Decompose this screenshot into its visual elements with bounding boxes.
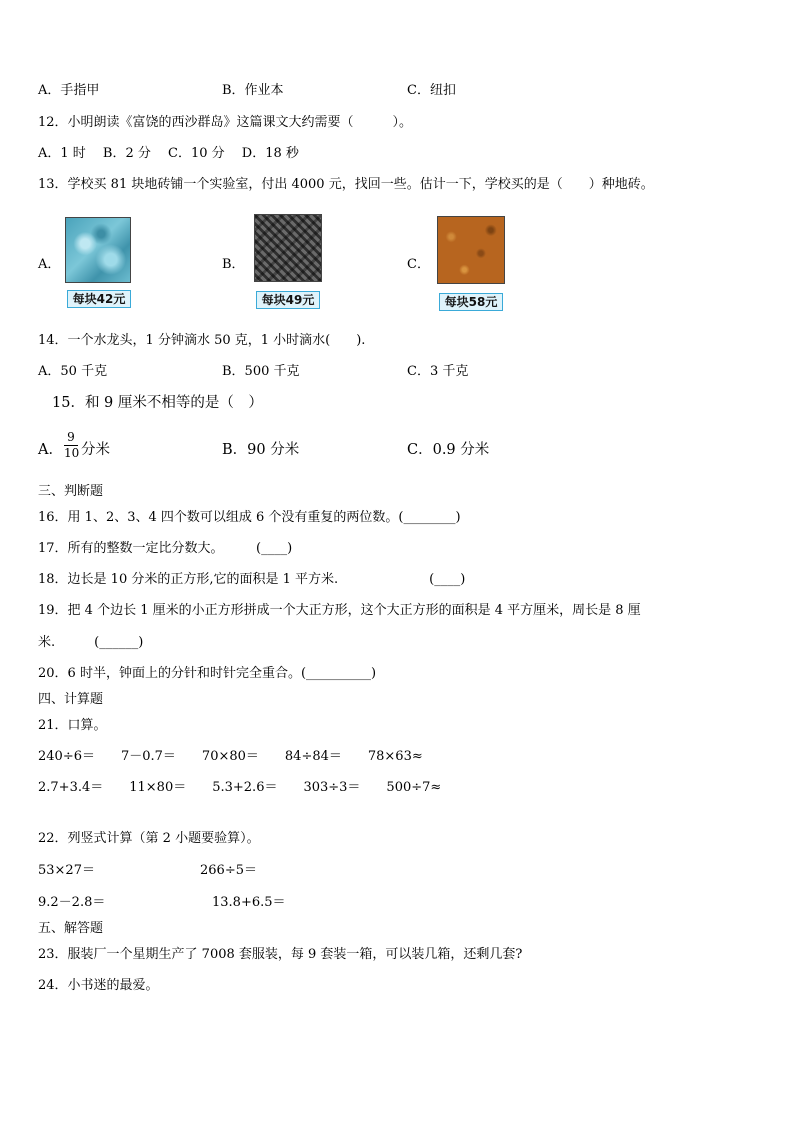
q17-text: 17．所有的整数一定比分数大。 (____) <box>38 541 293 556</box>
q15-option-a-unit: 分米 <box>81 442 110 458</box>
q13-stem: 13．学校买 81 块地砖铺一个实验室，付出 4000 元，找回一些。估计一下，学校买的是（ ）种地砖。 <box>38 177 654 192</box>
q13-option-b-label: B． <box>222 257 245 272</box>
q14-option-a: A．50 千克 <box>38 364 108 379</box>
q13-option-a-label: A． <box>38 257 61 272</box>
q22-stem: 22．列竖式计算（第 2 小题要验算）。 <box>38 831 260 846</box>
q16-text: 16．用 1、2、3、4 四个数可以组成 6 个没有重复的两位数。(________) <box>38 510 461 525</box>
q14-stem: 14．一个水龙头，1 分钟滴水 50 克，1 小时滴水( ). <box>38 333 366 348</box>
tile-c-image <box>437 216 505 284</box>
q20-text: 20．6 时半，钟面上的分针和时针完全重合。(__________) <box>38 666 377 681</box>
q11-option-a: A．手指甲 <box>38 83 100 98</box>
section-3-heading: 三、判断题 <box>38 484 104 499</box>
q24-text: 24．小书迷的最爱。 <box>38 978 159 993</box>
q22-expr-1: 53×27＝ <box>38 863 95 878</box>
q15-option-c: C．0.9 分米 <box>407 442 490 458</box>
q12-options: A．1 时 B．2 分 C．10 分 D．18 秒 <box>38 146 299 161</box>
q22-expr-3: 9.2－2.8＝ <box>38 895 106 910</box>
q19-text-line1: 19．把 4 个边长 1 厘米的小正方形拼成一个大正方形，这个大正方形的面积是 4 平方厘米，周长是 8 厘 <box>38 603 641 618</box>
section-5-heading: 五、解答题 <box>38 921 104 936</box>
q22-expr-4: 13.8+6.5＝ <box>212 895 286 910</box>
q15-option-b: B．90 分米 <box>222 442 300 458</box>
tile-c-price-label: 每块58元 <box>439 293 503 311</box>
q21-row-2: 2.7+3.4＝ 11×80＝ 5.3+2.6＝ 303÷3＝ 500÷7≈ <box>38 780 442 795</box>
q11-option-b: B．作业本 <box>222 83 284 98</box>
q23-text: 23．服装厂一个星期生产了 7008 套服装，每 9 套装一箱，可以装几箱，还剩几套? <box>38 947 523 962</box>
q13-option-c-label: C． <box>407 257 430 272</box>
q18-text: 18．边长是 10 分米的正方形,它的面积是 1 平方米. (____) <box>38 572 466 587</box>
fraction-numerator: 9 <box>67 430 75 444</box>
q15-option-a-fraction <box>64 431 78 460</box>
fraction-denominator: 10 <box>64 446 80 460</box>
q14-option-b: B．500 千克 <box>222 364 300 379</box>
q21-stem: 21．口算。 <box>38 718 107 733</box>
section-4-heading: 四、计算题 <box>38 692 104 707</box>
tile-b-image <box>254 214 322 282</box>
q21-row-1: 240÷6＝ 7－0.7＝ 70×80＝ 84÷84＝ 78×63≈ <box>38 749 423 764</box>
q19-text-line2: 米. (______) <box>38 635 144 650</box>
q22-expr-2: 266÷5＝ <box>200 863 257 878</box>
q15-option-a-label: A． <box>38 442 63 458</box>
q14-option-c: C．3 千克 <box>407 364 469 379</box>
tile-b-price-label: 每块49元 <box>256 291 320 309</box>
q12-stem: 12．小明朗读《富饶的西沙群岛》这篇课文大约需要（ ）。 <box>38 115 413 130</box>
tile-a-price-label: 每块42元 <box>67 290 131 308</box>
tile-a-image <box>65 217 131 283</box>
q15-stem: 15．和 9 厘米不相等的是（ ） <box>52 395 263 411</box>
q11-option-c: C．纽扣 <box>407 83 456 98</box>
